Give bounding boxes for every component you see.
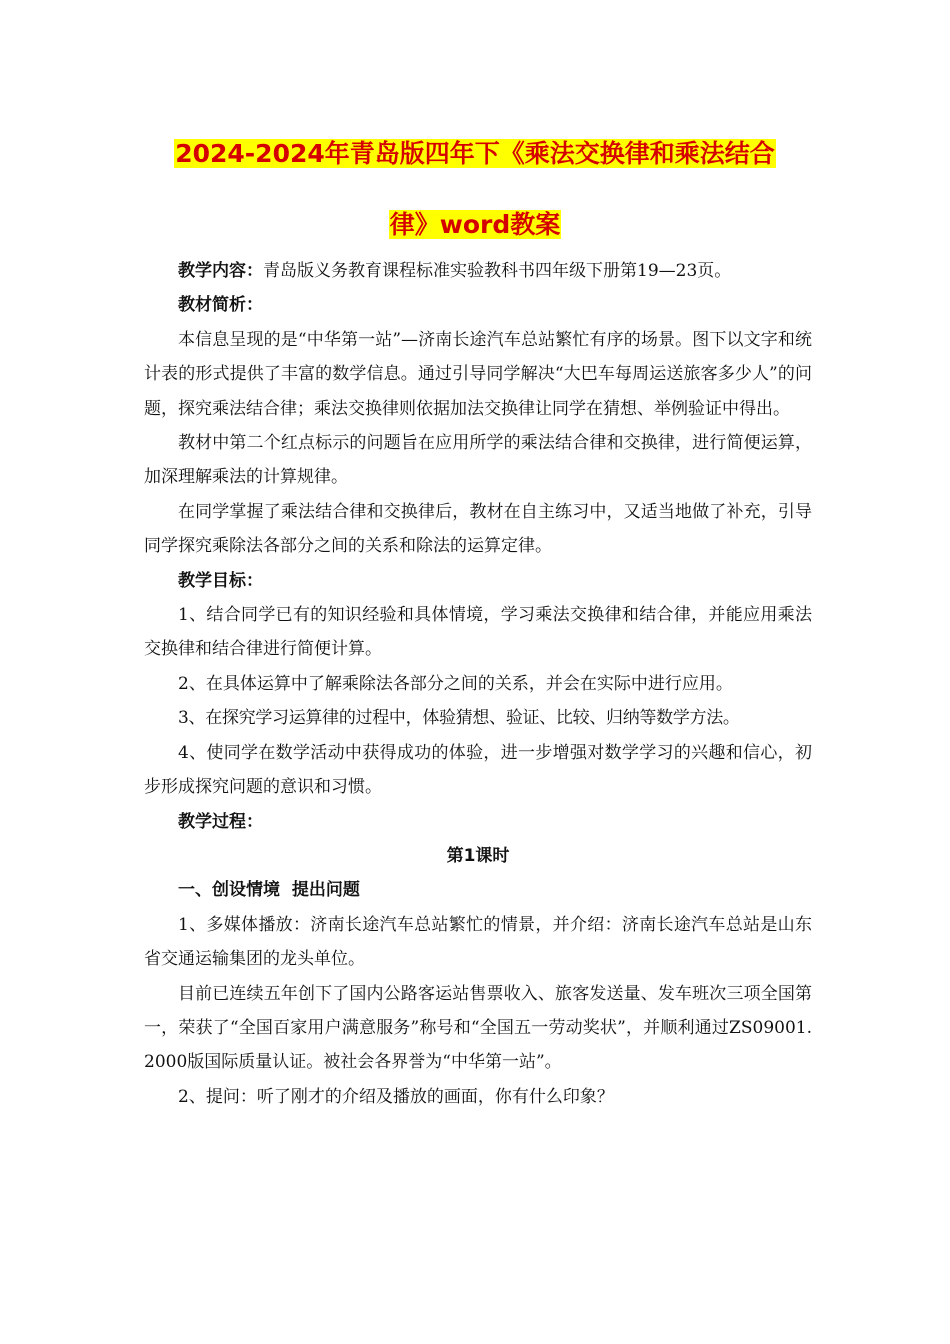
analysis-paragraph-3: 在同学掌握了乘法结合律和交换律后，教材在自主练习中，又适当地做了补充，引导同学探究乘除法各部分之间的关系和除法的运算定律。 [144,501,812,557]
title-line-2 [0,205,950,245]
section-heading-1: 一、创设情境 提出问题 [178,880,360,901]
goal-item-2: 2、在具体运算中了解乘除法各部分之间的关系，并会在实际中进行应用。 [178,673,733,694]
teaching-content-text: 青岛版义务教育课程标准实验教科书四年级下册第19—23页。 [263,261,732,281]
analysis-paragraph-1: 本信息呈现的是“中华第一站”—济南长途汽车总站繁忙有序的场景。图下以文字和统计表的形式提供了丰富的数学信息。通过引导同学解决“大巴车每周运送旅客多少人”的问题，探究乘法结合律；乘法交换律则依据加法交换律让同学在猜想、举例验证中得出。 [144,329,812,419]
title-text-2: 律》word教案 [389,210,561,239]
goal-item-3: 3、在探究学习运算律的过程中，体验猜想、验证、比较、归纳等数学方法。 [178,708,740,729]
step-1: 1、多媒体播放：济南长途汽车总站繁忙的情景，并介绍：济南长途汽车总站是山东省交通运输集团的龙头单位。 [144,914,812,970]
title-line-1 [0,134,950,174]
step-2: 2、提问：听了刚才的介绍及播放的画面，你有什么印象？ [178,1086,614,1107]
document-body [144,254,812,1114]
goal-item-4: 4、使同学在数学活动中获得成功的体验，进一步增强对数学学习的兴趣和信心，初步形成探究问题的意识和习惯。 [144,742,812,798]
teaching-process-heading: 教学过程： [178,811,263,832]
analysis-paragraph-2: 教材中第二个红点标示的问题旨在应用所学的乘法结合律和交换律，进行简便运算，加深理解乘法的计算规律。 [144,433,812,488]
teaching-content [144,254,812,288]
goal-item-1: 1、结合同学已有的知识经验和具体情境，学习乘法交换律和结合律，并能应用乘法交换律和结合律进行简便计算。 [144,605,812,660]
lesson-title: 第1课时 [446,845,510,866]
textbook-analysis-heading: 教材简析： [178,295,263,316]
step-1-continued: 目前已连续五年创下了国内公路客运站售票收入、旅客发送量、发车班次三项全国第一，荣获了“全国百家用户满意服务”称号和“全国五一劳动奖状”，并顺利通过ZS09001.2000版国际质量认证。被社会各界誉为“中华第一站”。 [144,983,812,1073]
title-text-1: 2024-2024年青岛版四年下《乘法交换律和乘法结合 [175,139,775,168]
teaching-content-label: 教学内容： [178,261,263,281]
teaching-goals-heading: 教学目标： [178,570,263,591]
